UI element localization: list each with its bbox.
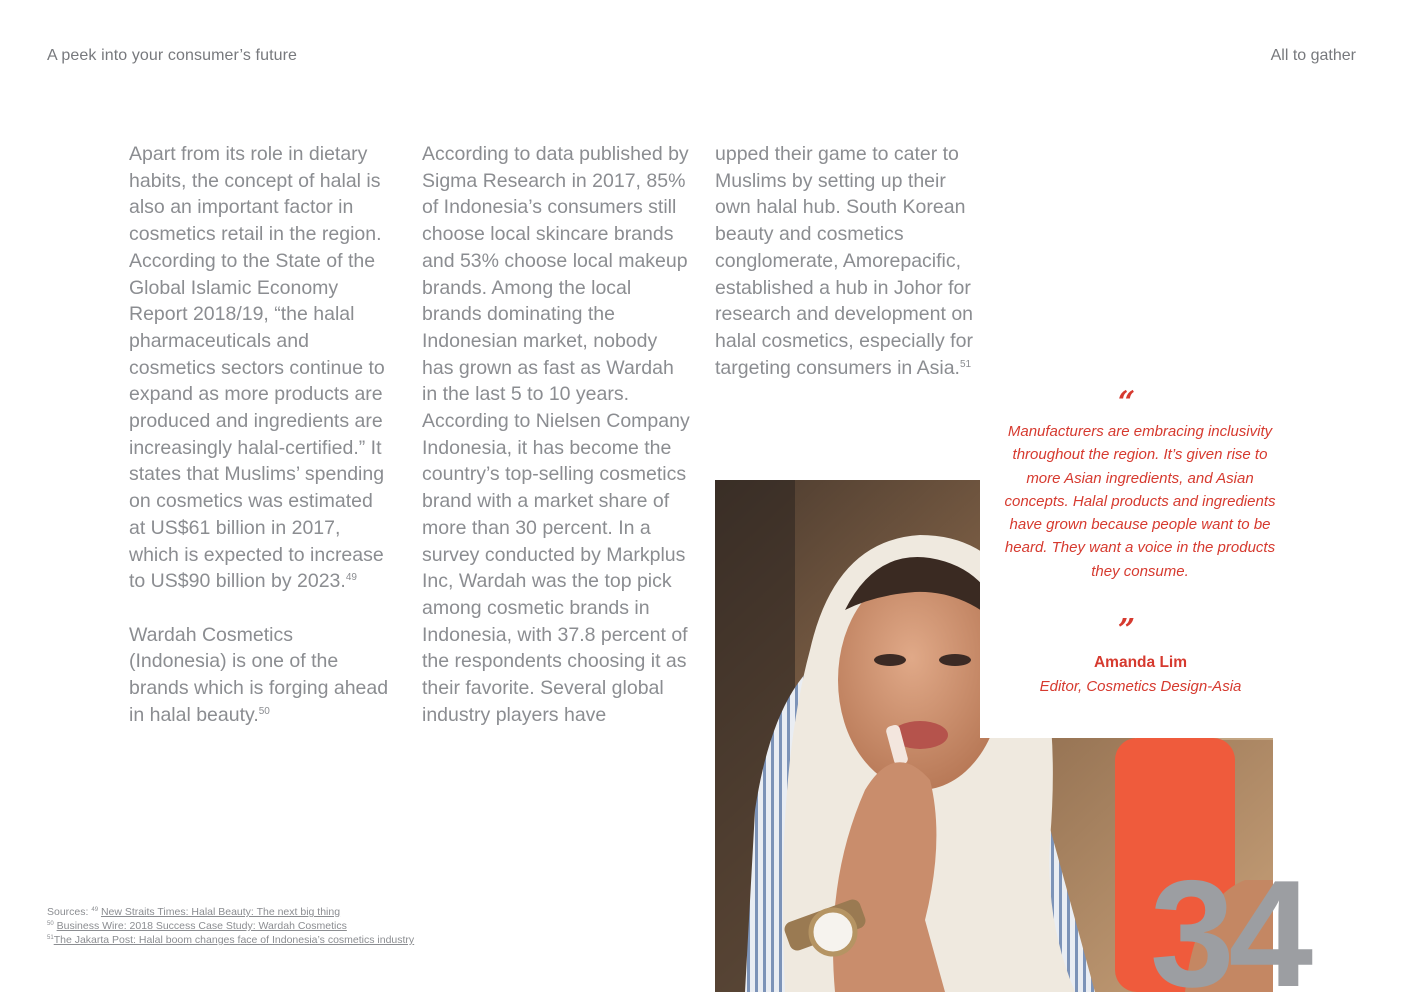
open-quote-icon: “	[1117, 385, 1136, 420]
pull-quote	[980, 380, 1276, 738]
close-quote-icon: ”	[1117, 613, 1136, 648]
quote-author-role: Editor, Cosmetics Design-Asia	[1039, 678, 1242, 695]
paragraph-text: upped their game to cater to Muslims by setting up their own halal hub. South Korean beauty and cosmetics conglomerate, Amorepacific, established a hub in Johor for research and development on halal cosmetics, especially for targeting consumers in Asia.	[715, 143, 974, 379]
quote-text: Manufacturers are embracing inclusivity throughout the region. It’s given rise to more Asian ingredients, and Asian concepts. Halal products and ingredients have grown because people want to be heard. They want a voice in the products they consume.	[1004, 423, 1276, 580]
header-title-right: All to gather	[1270, 47, 1356, 64]
paragraph	[422, 141, 692, 728]
paragraph	[715, 141, 985, 381]
source-link[interactable]: The Jakarta Post: Halal boom changes face of Indonesia’s cosmetics industry	[53, 934, 415, 946]
footnote-ref: 51	[47, 935, 54, 941]
article-column-3	[715, 141, 985, 408]
source-item	[47, 905, 414, 919]
paragraph-text: Apart from its role in dietary habits, the concept of halal is also an important factor in cosmetics retail in the region. According to the State of the Global Islamic Economy Report 2018/19, “the halal pharmaceuticals and cosmetics sectors continue to expand as more products are produced and ingredients are increasingly halal-certified.” It states that Muslims’ spending on cosmetics was estimated at US$61 billion in 2017, which is expected to increase to US$90 billion by 2023.	[129, 143, 385, 593]
paragraph	[129, 622, 391, 729]
source-item	[47, 933, 414, 947]
quote-author: Amanda Lim	[1093, 654, 1187, 671]
paragraph	[129, 141, 391, 595]
source-link[interactable]: New Straits Times: Halal Beauty: The next big thing	[100, 906, 341, 918]
header-title-left: A peek into your consumer’s future	[47, 47, 298, 64]
footnote-ref: 51	[959, 358, 972, 370]
footnote-ref: 49	[91, 907, 99, 913]
paragraph-text: According to data published by Sigma Research in 2017, 85% of Indonesia’s consumers still choose local skincare brands and 53% choose local makeup brands. Among the local brands dominating the Indonesian market, nobody has grown as fast as Wardah in the last 5 to 10 years. According to Nielsen Company Indonesia, it has become the country’s top-selling cosmetics brand with a market share of more than 30 percent. In a survey conducted by Markplus Inc, Wardah was the top pick among cosmetic brands in Indonesia, with 37.8 percent of the respondents choosing it as their favorite. Several global industry players have	[422, 143, 690, 726]
footnote-ref: 50	[258, 705, 270, 717]
sources-list	[47, 905, 414, 947]
source-link[interactable]: Business Wire: 2018 Success Case Study: Wardah Cosmetics	[56, 920, 347, 932]
article-column-2	[422, 141, 692, 755]
source-item	[47, 919, 414, 933]
sources-label: Sources:	[47, 906, 89, 918]
article-column-1	[129, 141, 391, 755]
footnote-ref: 49	[345, 572, 357, 584]
footnote-ref: 50	[47, 921, 54, 927]
paragraph-text: Wardah Cosmetics (Indonesia) is one of the brands which is forging ahead in halal beauty.	[129, 623, 389, 726]
page-number: 34	[1150, 849, 1308, 992]
